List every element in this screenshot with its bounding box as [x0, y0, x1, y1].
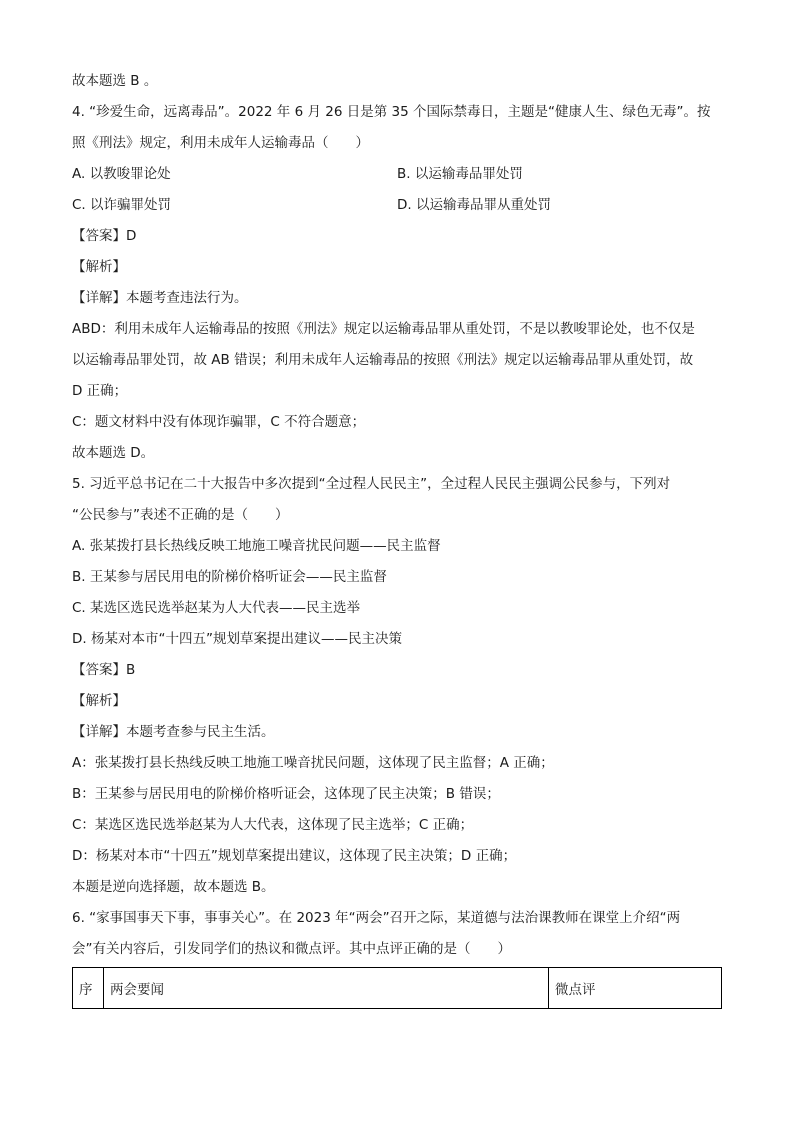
header-index: 序 [73, 968, 104, 1009]
q4-options-row-2 [72, 190, 722, 221]
q4-explain-line-2: 以运输毒品罪处罚，故 AB 错误；利用未成年人运输毒品的按照《刑法》规定以运输毒品罪从重处罚，故 [72, 352, 694, 368]
q4-option-b: B. 以运输毒品罪处罚 [397, 166, 523, 182]
q4-analysis-label: 【解析】 [72, 259, 126, 275]
q4-answer: 【答案】D [72, 228, 137, 244]
q4-explain-line-1: ABD：利用未成年人运输毒品的按照《刑法》规定以运输毒品罪从重处罚，不是以教唆罪论处，也不仅是 [72, 321, 695, 337]
q6-stem-line-1: 6. “家事国事天下事，事事关心”。在 2023 年“两会”召开之际，某道德与法治课教师在课堂上介绍“两 [72, 910, 681, 926]
q4-explain-line-4: C：题文材料中没有体现诈骗罪，C 不符合题意； [72, 414, 366, 430]
q5-stem-line-2: “公民参与”表述不正确的是（ ） [72, 507, 289, 523]
q5-explain-line-3: C：某选区选民选举赵某为人大代表，这体现了民主选举；C 正确； [72, 817, 474, 833]
q5-option-a: A. 张某拨打县长热线反映工地施工噪音扰民问题——民主监督 [72, 538, 441, 554]
q5-stem-line-1: 5. 习近平总书记在二十大报告中多次提到“全过程人民民主”，全过程人民民主强调公民参与，下列对 [72, 476, 671, 492]
q4-option-d: D. 以运输毒品罪从重处罚 [397, 197, 551, 213]
q5-option-c: C. 某选区选民选举赵某为人大代表——民主选举 [72, 600, 361, 616]
q5-explain-line-4: D：杨某对本市“十四五”规划草案提出建议，这体现了民主决策；D 正确； [72, 848, 517, 864]
q5-conclusion: 本题是逆向选择题，故本题选 B。 [72, 879, 275, 895]
question-6 [72, 903, 722, 1009]
q6-table [72, 967, 722, 1009]
header-news: 两会要闻 [104, 968, 549, 1009]
question-4 [72, 97, 722, 469]
question-5 [72, 469, 722, 903]
q4-conclusion: 故本题选 D。 [72, 445, 155, 461]
q5-explain-line-1: A：张某拨打县长热线反映工地施工噪音扰民问题，这体现了民主监督；A 正确； [72, 755, 554, 771]
document-page [72, 66, 722, 1009]
q4-option-a: A. 以教唆罪论处 [72, 166, 171, 182]
header-comment: 微点评 [549, 968, 722, 1009]
q5-option-b: B. 王某参与居民用电的阶梯价格听证会——民主监督 [72, 569, 387, 585]
q4-stem-line-1: 4. “珍爱生命，远离毒品”。2022 年 6 月 26 日是第 35 个国际禁毒日，主题是“健康人生、绿色无毒”。按 [72, 104, 711, 120]
table-header-row [73, 968, 722, 1009]
q4-stem-line-2: 照《刑法》规定，利用未成年人运输毒品（ ） [72, 135, 369, 151]
prev-conclusion: 故本题选 B 。 [72, 73, 158, 89]
q4-options-row-1 [72, 159, 722, 190]
q5-option-d: D. 杨某对本市“十四五”规划草案提出建议——民主决策 [72, 631, 402, 647]
q5-analysis-label: 【解析】 [72, 693, 126, 709]
q4-explain-line-3: D 正确； [72, 383, 128, 399]
q4-detail: 【详解】本题考查违法行为。 [72, 290, 248, 306]
q5-explain-line-2: B：王某参与居民用电的阶梯价格听证会，这体现了民主决策；B 错误； [72, 786, 500, 802]
q6-stem-line-2: 会”有关内容后，引发同学们的热议和微点评。其中点评正确的是（ ） [72, 941, 511, 957]
q5-answer: 【答案】B [72, 662, 136, 678]
q4-option-c: C. 以诈骗罪处罚 [72, 197, 172, 213]
q5-detail: 【详解】本题考查参与民主生活。 [72, 724, 275, 740]
